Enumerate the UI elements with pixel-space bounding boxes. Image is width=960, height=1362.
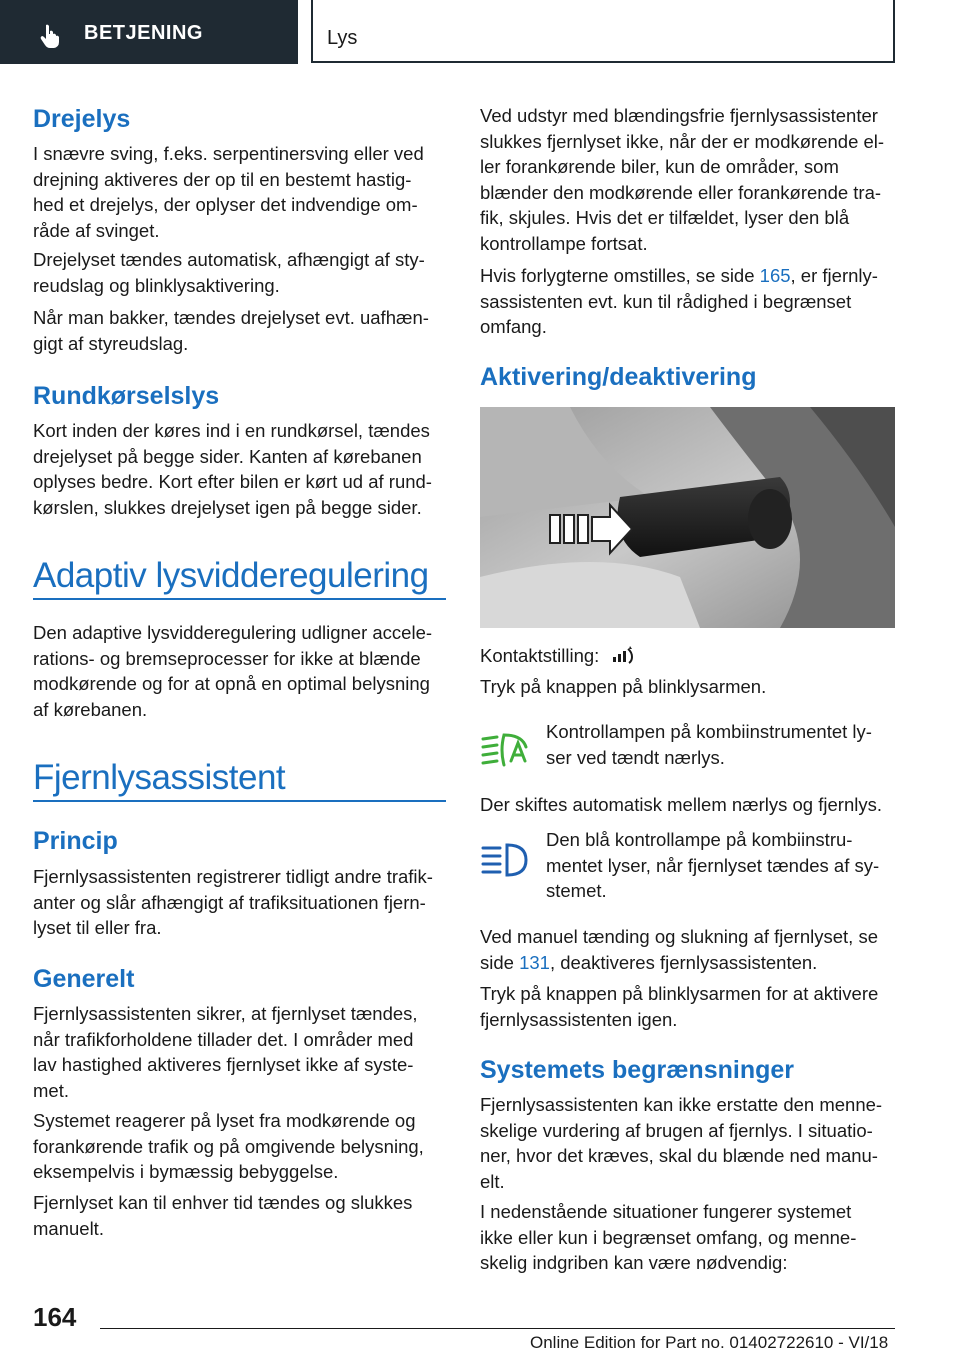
text-line: når trafikforholdene tillader det. I områder med: [33, 1028, 414, 1050]
section-title: BETJENING: [84, 22, 203, 44]
text-line: kontrollampe fortsat.: [480, 232, 648, 254]
para-generelt-1: [33, 1001, 418, 1103]
para-drejelys-1: [33, 141, 424, 243]
text-line: ner, hvor det kræves, skal du blænde ned manu-: [480, 1145, 878, 1166]
text-fragment: , deaktiveres fjernlysassistenten.: [549, 951, 818, 973]
page-link-165[interactable]: 165: [759, 265, 791, 286]
text-line: Fjernlysassistenten sikrer, at fjernlyset tændes,: [33, 1003, 418, 1024]
text-line: gigt af styreudslag.: [33, 332, 189, 354]
kontakt-label: Kontaktstilling:: [480, 645, 600, 666]
para-system-2: [480, 1199, 856, 1276]
text-fragment: side: [480, 951, 520, 973]
ignition-key-icon: [610, 645, 636, 665]
para-forlygter: [480, 263, 878, 340]
text-line: Kort inden der køres ind i en rundkørsel, tændes: [33, 420, 430, 441]
heading-systemets-begraensninger: Systemets begrænsninger: [480, 1056, 794, 1084]
chapter-title: Lys: [327, 27, 358, 49]
text-line: Fjernlysassistenten kan ikke erstatte den menne-: [480, 1094, 883, 1115]
text-line: modkørende og for at opnå en optimal belysning: [33, 673, 430, 694]
text-line: Der skiftes automatisk mellem nærlys og fjernlys.: [480, 794, 882, 815]
text-line: anter og slår afhængigt af trafiksituationen fjern-: [33, 891, 426, 913]
text-line: Tryk på knappen på blinklysarmen.: [480, 676, 767, 697]
text-line: Systemet reagerer på lyset fra modkørende og: [33, 1110, 416, 1131]
text-line: [480, 950, 878, 976]
heading-aktivering: Aktivering/deaktivering: [480, 363, 757, 391]
para-generelt-2: [33, 1108, 424, 1185]
text-line: I nedenstående situationer fungerer systemet: [480, 1201, 852, 1222]
heading-drejelys: Drejelys: [33, 105, 131, 133]
kontakt-line: [480, 643, 636, 669]
heading-rule: [33, 598, 446, 600]
page-link-131[interactable]: 131: [519, 951, 550, 973]
text-line: omfang.: [480, 316, 547, 337]
text-line: Ved udstyr med blændingsfrie fjernlysassistenter: [480, 105, 878, 126]
heading-rundkorsel: Rundkørselslys: [33, 382, 220, 410]
hand-pointer-icon: [38, 22, 64, 48]
text-line: lav hastighed aktiveres fjernlyset ikke af syste-: [33, 1054, 414, 1075]
high-beam-indicator-icon: [480, 839, 532, 881]
para-manuel: [480, 924, 878, 975]
text-line: af kørebanen.: [33, 698, 148, 720]
text-line: skelige vurdering af brugen af fjernlys. I situatio-: [480, 1119, 873, 1141]
text-line: lyset til eller fra.: [33, 917, 162, 938]
text-line: Fjernlyset kan til enhver tid tændes og slukkes: [33, 1192, 413, 1213]
text-line: fik, skjules. Hvis det er tilfældet, lyser den blå: [480, 207, 850, 228]
text-fragment: Hvis forlygterne omstilles, se side: [480, 265, 760, 286]
para-kontrollampe-2: [546, 827, 879, 904]
text-line: eksempelvis i bymæssig bebyggelse.: [33, 1161, 339, 1182]
text-line: rations- og bremseprocesser for ikke at blænde: [33, 647, 421, 669]
para-generelt-3: [33, 1190, 412, 1241]
low-beam-auto-indicator-icon: [480, 729, 532, 771]
chapter-box: [311, 0, 895, 63]
text-line: oplyses bedre. Kort efter bilen er kørt ud af rund-: [33, 471, 432, 492]
text-line: ser ved tændt nærlys.: [546, 746, 725, 768]
text-line: Ved manuel tænding og slukning af fjernlyset, se: [480, 926, 878, 947]
text-line: Kontrollampen på kombiinstrumentet ly-: [546, 721, 872, 742]
text-line: fjernlysassistenten igen.: [480, 1008, 678, 1030]
text-line: Fjernlysassistenten registrerer tidligt andre trafik-: [33, 866, 433, 887]
text-line: elt.: [480, 1170, 505, 1192]
para-blaendingsfri: [480, 103, 884, 256]
para-rundkorsel: [33, 418, 432, 520]
text-line: Tryk på knappen på blinklysarmen for at aktivere: [480, 983, 879, 1004]
text-line: Når man bakker, tændes drejelyset evt. uafhæn-: [33, 307, 429, 328]
para-kontrollampe-1: [546, 719, 872, 770]
para-system-1: [480, 1092, 882, 1194]
text-line: forankørende trafik og på omgivende belysning,: [33, 1135, 424, 1157]
text-line: slukkes fjernlyset ikke, når der er modkørende el-: [480, 130, 885, 152]
text-line: manuelt.: [33, 1217, 104, 1239]
heading-rule: [33, 800, 446, 802]
text-line: met.: [33, 1079, 69, 1101]
text-line: Drejelyset tændes automatisk, afhængigt af sty-: [33, 249, 425, 270]
text-line: I snævre sving, f.eks. serpentinersving eller ved: [33, 143, 424, 164]
text-fragment: , er fjernly-: [790, 265, 878, 286]
text-line: sassistenten evt. kun til rådighed i begrænset: [480, 290, 852, 312]
text-line: drejning aktiveres der op til en bestemt hastig-: [33, 168, 412, 190]
text-line: hed et drejelys, der oplyser det indvendige om-: [33, 194, 418, 215]
page-number: 164: [33, 1302, 77, 1332]
text-line: mentet lyser, når fjernlyset tændes af sy-: [546, 854, 880, 876]
turn-signal-stalk-photo: [480, 407, 895, 628]
text-line: drejelyset på begge sider. Kanten af kørebanen: [33, 445, 422, 467]
text-line: Den adaptive lysvidderegulering udligner accele-: [33, 622, 433, 643]
text-line: stemet.: [546, 880, 607, 901]
text-line: Den blå kontrollampe på kombiinstru-: [546, 829, 853, 850]
text-line: [480, 643, 636, 669]
text-line: blænder den modkørende eller forankørende tra-: [480, 181, 882, 203]
heading-princip: Princip: [33, 827, 118, 855]
section-tab: [0, 0, 298, 64]
para-tryk-1: [480, 674, 766, 700]
text-line: kørslen, slukkes drejelyset igen på begge sider.: [33, 496, 422, 518]
para-adaptiv: [33, 620, 432, 722]
text-line: skelig indgriben kan være nødvendig:: [480, 1252, 788, 1273]
text-line: ler forankørende biler, kun de områder, som: [480, 156, 839, 177]
text-line: [480, 263, 878, 289]
para-skiftes: [480, 792, 882, 818]
text-line: råde af svinget.: [33, 219, 160, 241]
para-tryk-2: [480, 981, 878, 1032]
edition-text: Online Edition for Part no. 01402722610 - VI/18: [530, 1333, 889, 1352]
heading-generelt: Generelt: [33, 965, 135, 993]
text-line: reudslag og blinklysaktivering.: [33, 274, 280, 296]
para-drejelys-3: [33, 305, 429, 356]
para-princip: [33, 864, 433, 941]
footer-rule: [100, 1328, 895, 1329]
text-line: ikke eller kun i begrænset omfang, og menne-: [480, 1226, 857, 1248]
para-drejelys-2: [33, 247, 425, 298]
heading-fjernlys: Fjernlysassistent: [33, 758, 286, 797]
heading-adaptiv: Adaptiv lysvidderegulering: [33, 556, 429, 595]
